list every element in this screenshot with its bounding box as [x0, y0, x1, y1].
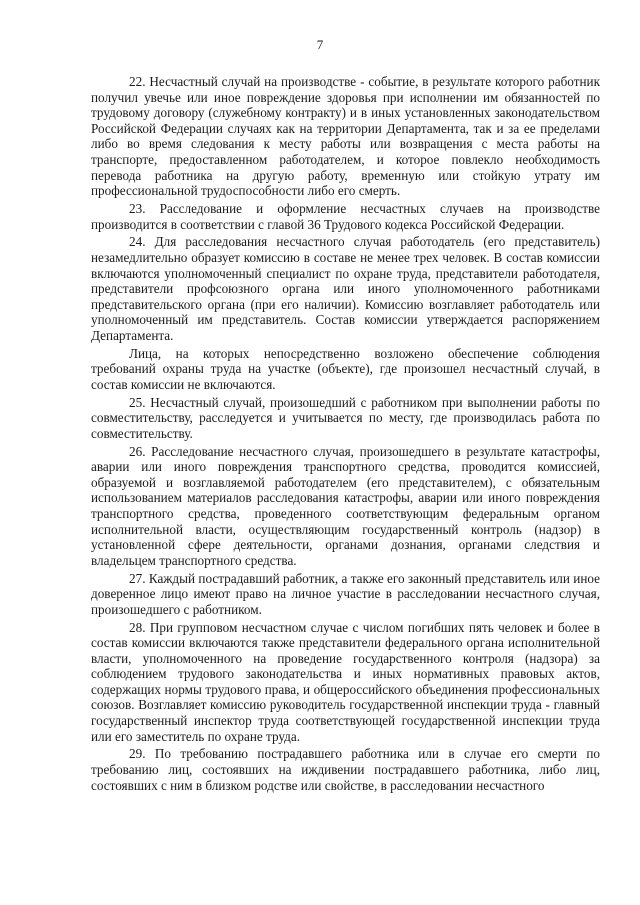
paragraph-28: 28. При групповом несчастном случае с числом погибших пять человек и более в состав комиссии включаются также представители федерального органа исполнительной власти, уполномоченного на проведение государственного контроля (надзора) за соблюдением трудового законодательства и иных нормативных правовых актов, содержащих нормы трудового права, и общероссийского объединения профессиональных союзов. Возглавляет комиссию руководитель государственной инспекции труда - главный государственный инспектор труда соответствующей государственной инспекции труда или его заместитель по охране труда.: [91, 619, 600, 744]
paragraph-23: 23. Расследование и оформление несчастных случаев на производстве производится в соответствии с главой 36 Трудового кодекса Российской Федерации.: [91, 200, 600, 232]
document-body: [91, 74, 600, 795]
paragraph-22: 22. Несчастный случай на производстве - событие, в результате которого работник получил увечье или иное повреждение здоровья при исполнении им обязанностей по трудовому договору (служебному контракту) и в иных установленных законодательством Российской Федерации случаях как на территории Департамента, так и за ее пределами либо во время следования к месту работы или возвращения с места работы на транспорте, предоставленном работодателем, и которое повлекло необходимость перевода работника на другую работу, временную или стойкую утрату им профессиональной трудоспособности либо его смерть.: [91, 74, 600, 199]
page-number: 7: [316, 37, 324, 52]
paragraph-25: 25. Несчастный случай, произошедший с работником при выполнении работы по совместительству, расследуется и учитывается по месту, где производилась работа по совместительству.: [91, 394, 600, 441]
paragraph-27: 27. Каждый пострадавший работник, а также его законный представитель или иное доверенное лицо имеют право на личное участие в расследовании несчастного случая, произошедшего с работником.: [91, 570, 600, 617]
paragraph-26: 26. Расследование несчастного случая, произошедшего в результате катастрофы, аварии или иного повреждения транспортного средства, проводится комиссией, образуемой и возглавляемой работодателем (его представителем), с обязательным использованием материалов расследования катастрофы, аварии или иного повреждения транспортного средства, проведенного соответствующим федеральным органом исполнительной власти, осуществляющим государственный контроль (надзор) в установленной сфере деятельности, органами дознания, органами следствия и владельцем транспортного средства.: [91, 443, 600, 568]
paragraph-24-continued: Лица, на которых непосредственно возложено обеспечение соблюдения требований охраны труда на участке (объекте), где произошел несчастный случай, в состав комиссии не включаются.: [91, 345, 600, 392]
paragraph-29: 29. По требованию пострадавшего работника или в случае его смерти по требованию лиц, состоявших на иждивении пострадавшего работника, либо лиц, состоявших с ним в близком родстве или свойстве, в расследовании несчастного: [91, 746, 600, 793]
paragraph-24: 24. Для расследования несчастного случая работодатель (его представитель) незамедлительно образует комиссию в составе не менее трех человек. В состав комиссии включаются уполномоченный специалист по охране труда, представители работодателя, представители профсоюзного органа или иного уполномоченного работниками представительского органа (при его наличии). Комиссию возглавляет работодатель или уполномоченный им представитель. Состав комиссии утверждается распоряжением Департамента.: [91, 234, 600, 343]
